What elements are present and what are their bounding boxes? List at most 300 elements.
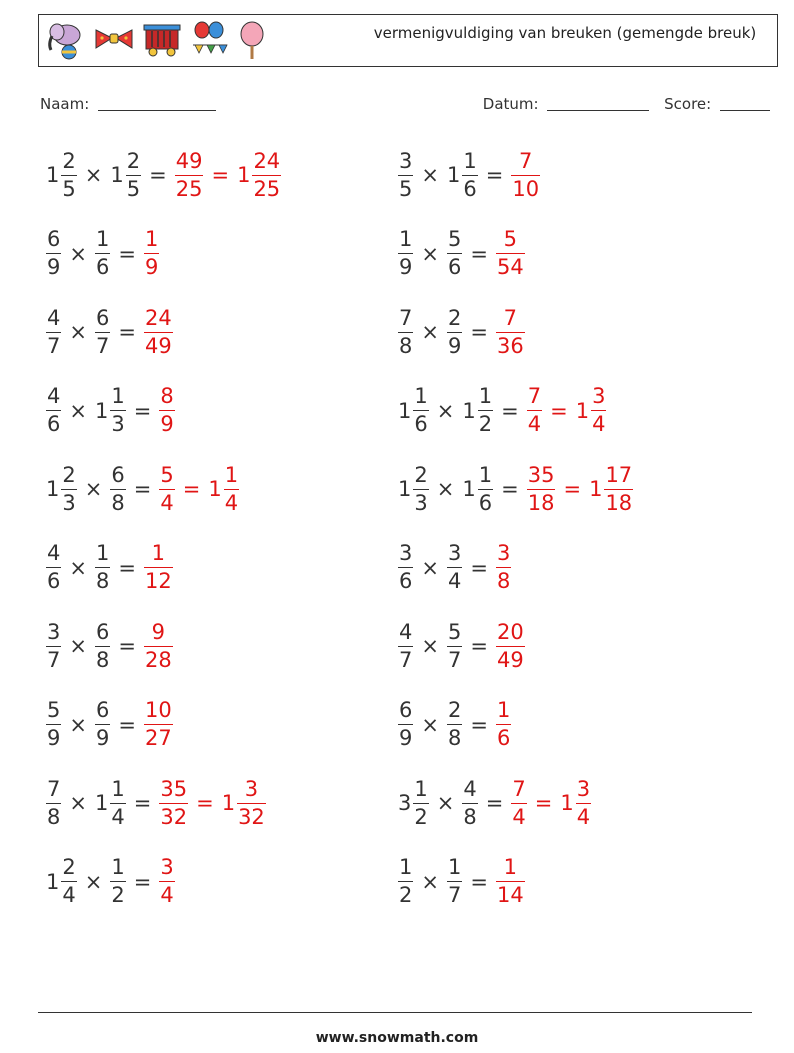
operand-b-fraction	[447, 619, 462, 672]
operand-b-fraction	[447, 700, 462, 749]
answer-improper-number	[157, 386, 176, 435]
answer-improper-denominator: 27	[144, 726, 172, 750]
operand-b-whole: 1	[462, 398, 476, 423]
answer-improper-fraction	[144, 305, 173, 358]
times-symbol: ×	[421, 163, 439, 187]
answer-mixed-fraction	[252, 148, 281, 201]
answer-improper-number	[142, 543, 175, 592]
answer-improper-number	[142, 229, 161, 278]
times-symbol: ×	[69, 791, 87, 815]
problem-item	[396, 773, 593, 833]
times-symbol: ×	[436, 791, 455, 815]
elephant-icon	[45, 20, 87, 60]
operand-a-denominator: 2	[414, 804, 428, 829]
date-score-fields	[483, 95, 770, 113]
operand-a-numerator: 3	[47, 619, 61, 644]
answer	[142, 229, 161, 278]
answer-improper-number	[525, 386, 544, 435]
answer-mixed-whole: 1	[589, 477, 603, 501]
operand-b-fraction	[462, 776, 477, 829]
operand-a-denominator: 6	[399, 569, 413, 593]
operand-a-fraction	[413, 776, 428, 829]
answer	[509, 776, 593, 829]
operand-b-number	[445, 229, 464, 278]
operand-a-numerator: 4	[47, 541, 61, 565]
operand-a-fraction	[413, 386, 428, 435]
answer-mixed-whole: 1	[237, 163, 251, 187]
operand-a-number	[44, 619, 63, 672]
operand-b-number	[445, 148, 480, 201]
operand-b-denominator: 8	[95, 569, 110, 593]
operand-b-fraction	[478, 386, 493, 435]
operand-a-numerator: 1	[414, 776, 428, 801]
answer-improper-numerator: 9	[151, 619, 166, 644]
times-symbol: ×	[436, 398, 455, 423]
answer-mixed-numerator: 3	[576, 776, 591, 801]
answer	[494, 305, 527, 358]
operand-a-numerator: 6	[47, 227, 61, 251]
operand-a-denominator: 7	[47, 333, 61, 358]
answer-mixed-denominator: 4	[224, 490, 239, 515]
answer-mixed-whole: 1	[560, 791, 574, 815]
operand-a-denominator: 6	[414, 412, 428, 436]
operand-b-numerator: 2	[126, 148, 141, 173]
operand-b-numerator: 1	[478, 462, 493, 487]
operand-a-denominator: 7	[47, 647, 61, 672]
operand-b-denominator: 9	[95, 726, 110, 750]
operand-a-numerator: 4	[399, 619, 413, 644]
operand-b-number	[93, 305, 112, 358]
answer-improper-denominator: 54	[496, 255, 524, 279]
operand-a-number	[44, 776, 63, 829]
name-label: Naam:	[40, 95, 90, 113]
times-symbol: ×	[421, 555, 439, 580]
operand-b-denominator: 6	[463, 176, 477, 201]
answer-improper-fraction	[527, 386, 542, 435]
equals-symbol: =	[133, 869, 152, 894]
answer-improper-number	[142, 619, 175, 672]
answer-improper-numerator: 3	[160, 855, 174, 879]
score-label: Score:	[664, 95, 712, 113]
answer-improper-number	[494, 857, 527, 906]
equals-symbol: =	[118, 320, 136, 344]
operand-a-numerator: 2	[62, 462, 76, 487]
operand-b-numerator: 5	[447, 227, 462, 251]
problem-item	[396, 302, 527, 362]
times-symbol: ×	[84, 477, 103, 501]
operand-a-number	[396, 700, 415, 749]
operand-b-numerator: 1	[95, 227, 110, 251]
answer-mixed-numerator: 1	[224, 462, 239, 487]
operand-b-denominator: 6	[95, 255, 110, 279]
operand-a-whole: 1	[398, 477, 412, 501]
answer-improper-denominator: 14	[496, 883, 524, 907]
operand-a-number	[396, 229, 415, 278]
answer-mixed-numerator: 17	[605, 462, 633, 487]
header-icons	[45, 20, 267, 60]
operand-b-numerator: 2	[447, 698, 462, 722]
operand-b-numerator: 1	[447, 855, 462, 879]
answer	[157, 386, 176, 435]
operand-a-numerator: 6	[399, 698, 413, 722]
footer-url: www.snowmath.com	[315, 1030, 479, 1046]
operand-b-denominator: 6	[478, 490, 493, 515]
operand-a-denominator: 9	[47, 255, 61, 279]
answer-improper-fraction	[144, 543, 173, 592]
answer-improper-denominator: 28	[144, 647, 172, 672]
problem-item	[396, 224, 527, 284]
equals-symbol: =	[118, 712, 136, 737]
problem-item	[44, 381, 177, 441]
operand-a-fraction	[46, 776, 61, 829]
equals-symbol: =	[470, 320, 488, 344]
operand-a-fraction	[398, 543, 413, 592]
operand-b-denominator: 7	[447, 883, 462, 907]
operand-b-fraction	[110, 386, 125, 435]
operand-a-numerator: 7	[47, 776, 61, 801]
operand-b-numerator: 1	[463, 148, 477, 173]
problem-item	[396, 695, 513, 755]
answer-improper-number	[494, 229, 527, 278]
operand-b-number	[93, 386, 128, 435]
answer-improper-fraction	[496, 857, 525, 906]
answer-improper-number	[494, 305, 527, 358]
operand-a-number	[396, 462, 431, 515]
equals-symbol: =	[501, 398, 519, 423]
answer	[157, 857, 176, 906]
operand-b-numerator: 6	[95, 619, 110, 644]
balloons-icon	[189, 20, 231, 60]
answer-improper-fraction	[496, 543, 511, 592]
operand-b-denominator: 3	[111, 412, 125, 436]
answer-improper-number	[157, 462, 176, 515]
answer-improper-denominator: 9	[144, 255, 159, 279]
answer-mixed-number	[574, 386, 609, 435]
equals-symbol: =	[118, 241, 136, 266]
answer-improper-number	[525, 462, 558, 515]
equals-symbol: =	[501, 477, 519, 501]
answer-mixed-fraction	[237, 776, 266, 829]
operand-b-number	[108, 462, 127, 515]
answer-improper-fraction	[159, 776, 188, 829]
answer-mixed-numerator: 24	[253, 148, 281, 173]
operand-a-numerator: 3	[399, 148, 413, 173]
equals-symbol: =	[470, 634, 488, 658]
operand-a-denominator: 8	[47, 804, 61, 829]
operand-b-numerator: 1	[111, 855, 125, 879]
answer-improper-numerator: 1	[144, 227, 159, 251]
operand-b-number	[445, 619, 464, 672]
times-symbol: ×	[69, 634, 87, 658]
operand-a-fraction	[46, 386, 61, 435]
answer	[142, 700, 175, 749]
operand-b-fraction	[95, 543, 110, 592]
operand-b-numerator: 3	[447, 541, 462, 565]
operand-a-fraction	[398, 305, 413, 358]
operand-b-denominator: 7	[95, 333, 110, 358]
operand-b-number	[445, 857, 464, 906]
answer-improper-number	[494, 543, 513, 592]
answer-equals-symbol: =	[196, 791, 214, 815]
answer-improper-numerator: 1	[151, 541, 166, 565]
operand-a-number	[396, 857, 415, 906]
equals-symbol: =	[149, 163, 167, 187]
operand-a-fraction	[398, 148, 413, 201]
answer-improper-numerator: 35	[527, 462, 555, 487]
operand-a-whole: 3	[398, 791, 412, 815]
answer	[173, 148, 283, 201]
operand-b-denominator: 2	[111, 883, 125, 907]
operand-b-denominator: 8	[95, 647, 110, 672]
date-label: Datum:	[482, 95, 539, 113]
answer-improper-numerator: 20	[496, 619, 524, 644]
answer-mixed-fraction	[604, 462, 633, 515]
operand-b-denominator: 7	[447, 647, 462, 672]
operand-a-number	[44, 462, 79, 515]
answer	[525, 462, 635, 515]
bow-tie-icon	[93, 20, 135, 60]
worksheet-title: vermenigvuldiging van breuken (gemengde breuk)	[373, 24, 757, 42]
operand-b-denominator: 6	[447, 255, 462, 279]
operand-a-numerator: 7	[399, 305, 413, 330]
answer-improper-fraction	[527, 462, 556, 515]
times-symbol: ×	[69, 555, 87, 580]
answer-improper-number	[494, 619, 527, 672]
operand-a-denominator: 3	[62, 490, 76, 515]
operand-a-denominator: 9	[399, 726, 413, 750]
problem-item	[396, 145, 542, 205]
operand-b-denominator: 4	[111, 804, 125, 829]
operand-b-numerator: 5	[447, 619, 462, 644]
operand-a-denominator: 9	[399, 255, 413, 279]
operand-b-fraction	[95, 229, 110, 278]
operand-b-fraction	[478, 462, 493, 515]
equals-symbol: =	[485, 791, 504, 815]
answer-equals-symbol: =	[534, 791, 553, 815]
times-symbol: ×	[421, 712, 439, 737]
problem-item	[396, 616, 527, 676]
problem-item	[396, 852, 527, 912]
problem-item	[44, 616, 175, 676]
answer-improper-numerator: 3	[496, 541, 511, 565]
operand-a-fraction	[398, 229, 413, 278]
name-blank[interactable]	[98, 96, 216, 111]
problem-item	[44, 773, 268, 833]
answer-improper-numerator: 10	[144, 698, 172, 722]
operand-b-whole: 1	[110, 163, 124, 187]
operand-a-number	[396, 619, 415, 672]
times-symbol: ×	[421, 634, 439, 658]
answer-improper-denominator: 18	[527, 490, 555, 515]
answer-mixed-number	[220, 776, 268, 829]
answer-improper-denominator: 49	[144, 333, 172, 358]
answer-improper-fraction	[144, 229, 159, 278]
operand-a-denominator: 8	[399, 333, 413, 358]
operand-b-fraction	[462, 148, 477, 201]
name-field	[40, 95, 216, 113]
operand-a-fraction	[46, 305, 61, 358]
operand-a-fraction	[46, 619, 61, 672]
answer-improper-denominator: 6	[496, 726, 511, 750]
operand-b-numerator: 4	[463, 776, 477, 801]
answer-improper-denominator: 9	[160, 412, 174, 436]
answer-improper-number	[509, 148, 542, 201]
equals-symbol: =	[470, 555, 488, 580]
operand-b-fraction	[447, 857, 462, 906]
circus-wagon-icon	[141, 20, 183, 60]
operand-a-denominator: 3	[414, 490, 428, 515]
times-symbol: ×	[69, 712, 87, 737]
answer-improper-fraction	[159, 857, 174, 906]
cotton-candy-icon	[237, 20, 267, 60]
problem-item	[44, 852, 177, 912]
answer-improper-fraction	[496, 305, 525, 358]
operand-b-whole: 1	[94, 791, 109, 815]
answer-improper-number	[142, 305, 175, 358]
operand-b-denominator: 2	[478, 412, 493, 436]
answer-mixed-denominator: 4	[576, 804, 591, 829]
operand-a-denominator: 2	[399, 883, 413, 907]
answer-mixed-number	[206, 462, 241, 515]
answer-improper-fraction	[144, 619, 173, 672]
times-symbol: ×	[84, 163, 103, 187]
operand-a-number	[44, 229, 63, 278]
answer-mixed-number	[587, 462, 635, 515]
operand-b-number	[108, 148, 143, 201]
operand-b-fraction	[95, 700, 110, 749]
operand-b-number	[93, 543, 112, 592]
worksheet-header	[38, 14, 778, 67]
operand-b-fraction	[95, 305, 110, 358]
equals-symbol: =	[118, 634, 136, 658]
answer-equals-symbol: =	[550, 398, 568, 423]
operand-b-fraction	[110, 776, 125, 829]
answer-improper-numerator: 35	[160, 776, 188, 801]
equals-symbol: =	[133, 477, 152, 501]
answer-mixed-numerator: 3	[244, 776, 259, 801]
problem-item	[396, 538, 513, 598]
answer-improper-numerator: 1	[503, 855, 518, 879]
operand-a-whole: 1	[398, 398, 412, 423]
operand-a-fraction	[46, 229, 61, 278]
answer-improper-numerator: 7	[527, 384, 542, 408]
operand-b-fraction	[110, 462, 125, 515]
operand-b-number	[93, 229, 112, 278]
operand-a-fraction	[46, 543, 61, 592]
answer	[142, 305, 175, 358]
operand-b-fraction	[95, 619, 110, 672]
operand-a-fraction	[398, 857, 413, 906]
operand-a-numerator: 5	[47, 698, 61, 722]
operand-b-number	[460, 462, 495, 515]
answer-mixed-fraction	[591, 386, 606, 435]
operand-b-number	[93, 700, 112, 749]
answer-improper-numerator: 24	[144, 305, 172, 330]
answer	[494, 543, 513, 592]
answer-improper-number	[509, 776, 528, 829]
answer-mixed-fraction	[224, 462, 239, 515]
answer	[157, 776, 267, 829]
answer-improper-numerator: 49	[175, 148, 203, 173]
problem-item	[396, 459, 635, 519]
operand-b-number	[445, 543, 464, 592]
problem-item	[44, 459, 241, 519]
answer	[157, 462, 241, 515]
answer-mixed-denominator: 32	[238, 804, 265, 829]
problem-item	[44, 538, 175, 598]
problem-item	[44, 224, 161, 284]
answer-improper-numerator: 5	[160, 462, 174, 487]
answer-improper-fraction	[496, 619, 525, 672]
answer	[525, 386, 609, 435]
answer-mixed-fraction	[576, 776, 591, 829]
problem-item	[44, 695, 175, 755]
equals-symbol: =	[118, 555, 136, 580]
answer	[142, 543, 175, 592]
answer-improper-fraction	[496, 229, 525, 278]
answer-improper-numerator: 1	[496, 698, 511, 722]
operand-a-numerator: 2	[414, 462, 428, 487]
operand-a-number	[44, 700, 63, 749]
answer	[509, 148, 542, 201]
operand-a-fraction	[46, 700, 61, 749]
operand-a-number	[44, 305, 63, 358]
operand-a-denominator: 7	[399, 647, 413, 672]
operand-b-denominator: 5	[126, 176, 141, 201]
times-symbol: ×	[436, 477, 455, 501]
operand-b-fraction	[447, 305, 462, 358]
problem-item	[44, 302, 175, 362]
answer-mixed-denominator: 4	[592, 412, 606, 436]
operand-b-numerator: 6	[95, 305, 110, 330]
answer-improper-denominator: 4	[512, 804, 526, 829]
answer-equals-symbol: =	[563, 477, 582, 501]
date-blank[interactable]	[547, 96, 649, 111]
answer-mixed-whole: 1	[208, 477, 222, 501]
operand-a-denominator: 6	[47, 569, 61, 593]
operand-b-number	[460, 386, 495, 435]
operand-b-whole: 1	[462, 477, 476, 501]
operand-a-number	[396, 543, 415, 592]
operand-b-number	[460, 776, 479, 829]
answer-mixed-whole: 1	[575, 398, 590, 423]
answer-improper-numerator: 7	[512, 776, 526, 801]
answer-improper-numerator: 5	[503, 227, 518, 251]
operand-b-number	[93, 776, 128, 829]
answer-improper-denominator: 4	[160, 883, 174, 907]
times-symbol: ×	[69, 398, 87, 423]
answer-improper-numerator: 7	[519, 148, 533, 173]
operand-b-numerator: 1	[478, 384, 493, 408]
equals-symbol: =	[133, 398, 152, 423]
operand-b-fraction	[126, 148, 141, 201]
answer-improper-fraction	[144, 700, 173, 749]
answer-improper-denominator: 32	[160, 804, 188, 829]
answer-improper-number	[157, 776, 190, 829]
answer-improper-denominator: 25	[175, 176, 203, 201]
answer-equals-symbol: =	[211, 163, 230, 187]
operand-a-number	[396, 148, 415, 201]
answer	[494, 700, 513, 749]
answer	[142, 619, 175, 672]
operand-b-denominator: 8	[463, 804, 477, 829]
operand-a-numerator: 4	[47, 305, 61, 330]
score-blank[interactable]	[720, 96, 770, 111]
times-symbol: ×	[69, 241, 87, 266]
operand-b-denominator: 8	[447, 726, 462, 750]
answer-mixed-denominator: 25	[253, 176, 281, 201]
answer-improper-number	[157, 857, 176, 906]
